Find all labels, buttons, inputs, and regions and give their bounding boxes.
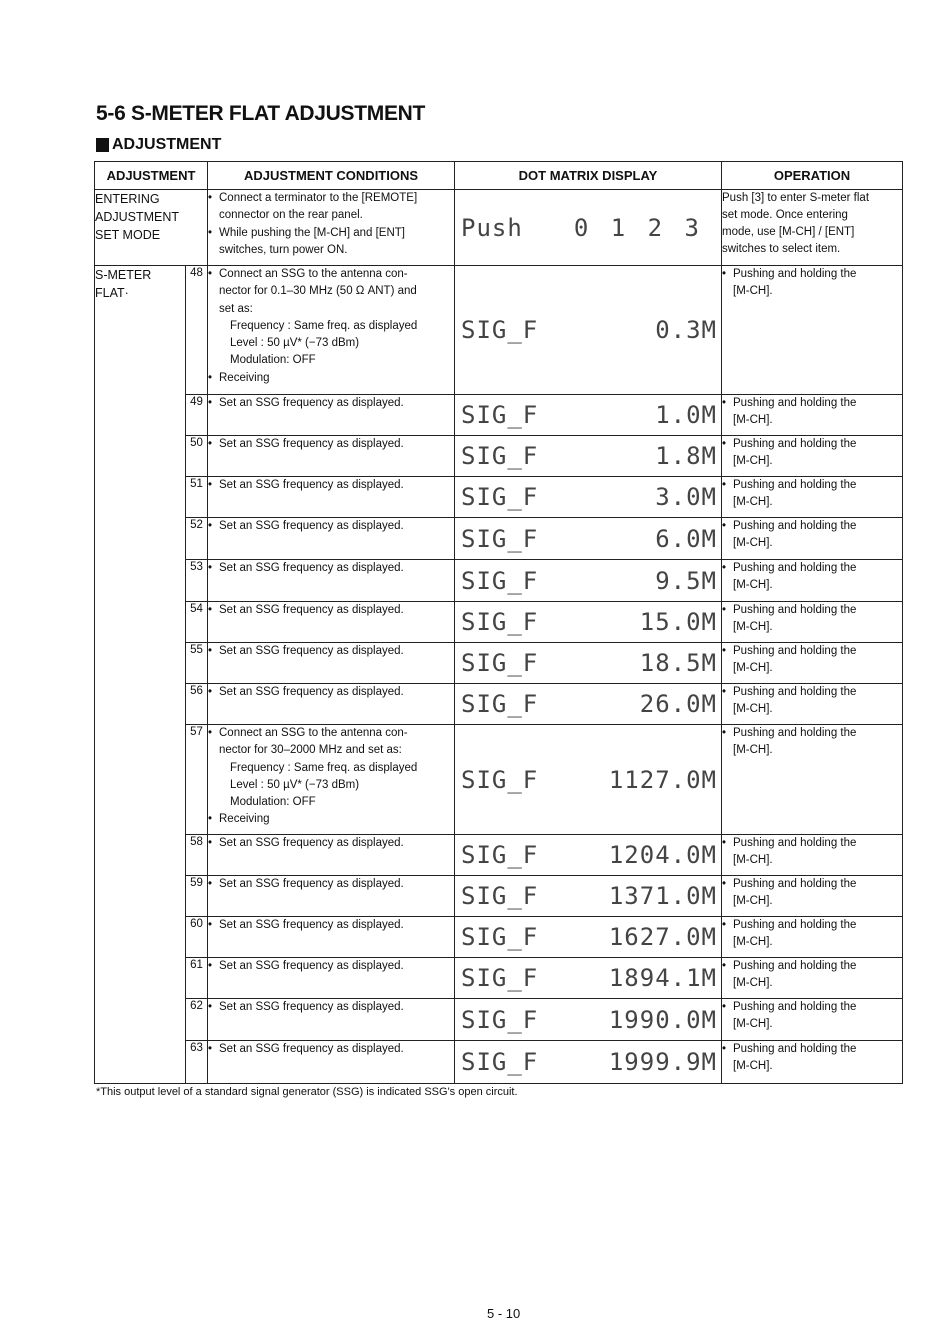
operation-line (722, 266, 902, 283)
operation-text: Pushing and holding the (733, 268, 857, 280)
row-conditions (208, 958, 455, 999)
display-right-text: 26.0M (639, 690, 717, 718)
group-label (95, 266, 186, 1084)
condition-text: Set an SSG frequency as displayed. (219, 604, 404, 616)
condition-text: Connect an SSG to the antenna con- (219, 268, 408, 280)
bullet-icon: • (722, 1001, 727, 1013)
row-conditions (208, 436, 455, 477)
row-operation (722, 436, 903, 477)
display-left-text: SIG_F (461, 765, 539, 794)
condition-line (208, 283, 454, 300)
condition-text: nector for 30–2000 MHz and set as: (219, 744, 402, 757)
condition-line (208, 811, 454, 828)
display-right-text: 1894.1M (608, 964, 717, 992)
condition-line: Level : 50 µV* (−73 dBm) (230, 337, 360, 350)
item-number: 59 (186, 876, 208, 917)
row-operation (722, 725, 903, 835)
condition-line: Frequency : Same freq. as displayed (230, 319, 418, 332)
group-label-line: FLAT· (95, 286, 129, 300)
row-operation (722, 917, 903, 958)
operation-line: [M-CH]. (733, 895, 773, 907)
operation-line (722, 436, 902, 453)
bullet-icon: • (208, 1043, 213, 1055)
row-operation (722, 876, 903, 917)
operation-line: mode, use [M-CH] / [ENT] (722, 226, 855, 238)
operation-text: Pushing and holding the (733, 837, 857, 849)
item-number: 51 (186, 477, 208, 518)
condition-text: connector on the rear panel. (219, 209, 363, 222)
display-left-text: SIG_F (461, 566, 539, 595)
row-display (455, 876, 722, 917)
bullet-spacer (208, 301, 219, 318)
display-left-text: SIG_F (461, 524, 539, 553)
item-number: 60 (186, 917, 208, 958)
operation-line (722, 1041, 902, 1058)
condition-text: Set an SSG frequency as displayed. (219, 960, 404, 972)
condition-text: Set an SSG frequency as displayed. (219, 479, 404, 491)
operation-text: Pushing and holding the (733, 645, 857, 657)
display-left-text: SIG_F (461, 1048, 539, 1076)
display-right-text: 3.0M (655, 483, 717, 511)
row-display (455, 684, 722, 725)
operation-text: Pushing and holding the (733, 520, 857, 532)
condition-text: Set an SSG frequency as displayed. (219, 1043, 404, 1055)
condition-text: Receiving (219, 813, 270, 826)
table-row (95, 876, 903, 917)
row-conditions (208, 876, 455, 917)
operation-line (722, 835, 902, 852)
display-left-text: SIG_F (461, 964, 539, 992)
display-right-text: 1.0M (655, 401, 717, 429)
bullet-icon: • (208, 686, 213, 698)
row-operation (722, 958, 903, 999)
condition-line: Modulation: OFF (230, 354, 316, 367)
bullet-icon: • (208, 645, 213, 657)
row-operation (722, 643, 903, 684)
item-number: 54 (186, 602, 208, 643)
condition-line: Level : 50 µV* (−73 dBm) (230, 778, 360, 791)
entering-label-line: ENTERING (95, 192, 160, 206)
condition-line (208, 301, 454, 318)
display-right-text: 0 1 2 3 (573, 213, 703, 242)
condition-line (208, 999, 454, 1016)
bullet-icon: • (208, 813, 213, 826)
entering-label (95, 190, 208, 266)
item-number: 61 (186, 958, 208, 999)
operation-text: Pushing and holding the (733, 1043, 857, 1055)
display-right-text: 15.0M (639, 608, 717, 636)
table-row (95, 958, 903, 999)
operation-text: Pushing and holding the (733, 919, 857, 931)
entering-label-line: ADJUSTMENT (95, 210, 180, 224)
item-number: 62 (186, 999, 208, 1041)
condition-line (208, 958, 454, 975)
operation-text: Pushing and holding the (733, 1001, 857, 1013)
row-operation (722, 477, 903, 518)
sub-title-text: ADJUSTMENT (112, 136, 222, 153)
section-title: 5-6 S-METER FLAT ADJUSTMENT (96, 102, 426, 125)
operation-line: [M-CH]. (733, 1018, 773, 1030)
operation-line: set mode. Once entering (722, 209, 848, 221)
row-display (455, 602, 722, 643)
row-conditions (208, 999, 455, 1041)
operation-text: Pushing and holding the (733, 878, 857, 890)
row-operation (722, 560, 903, 602)
row-operation (722, 518, 903, 560)
table-header-row (95, 162, 903, 190)
row-display (455, 835, 722, 876)
item-number: 52 (186, 518, 208, 560)
condition-line (208, 835, 454, 852)
row-operation (722, 395, 903, 436)
item-number: 53 (186, 560, 208, 602)
condition-line (208, 477, 454, 494)
header-adjustment: ADJUSTMENT (95, 162, 208, 190)
display-right-text: 1627.0M (608, 923, 717, 951)
row-display (455, 266, 722, 395)
display-right-text: 1990.0M (608, 1005, 717, 1034)
condition-line (208, 742, 454, 759)
table-row (95, 835, 903, 876)
display-right-text: 0.3M (655, 316, 717, 344)
operation-line: [M-CH]. (733, 579, 773, 591)
condition-text: set as: (219, 302, 253, 315)
operation-text: Pushing and holding the (733, 604, 857, 616)
condition-text: Set an SSG frequency as displayed. (219, 878, 404, 890)
condition-line (208, 917, 454, 934)
operation-line: [M-CH]. (733, 703, 773, 715)
square-bullet-icon (96, 138, 109, 152)
display-left-text: SIG_F (461, 882, 539, 910)
table-row (95, 266, 903, 395)
operation-line: [M-CH]. (733, 455, 773, 467)
display-left-text: SIG_F (461, 608, 539, 636)
operation-text: Pushing and holding the (733, 727, 857, 739)
operation-text: Pushing and holding the (733, 960, 857, 972)
row-display (455, 436, 722, 477)
header-operation: OPERATION (722, 162, 903, 190)
condition-line (208, 395, 454, 412)
operation-line (722, 958, 902, 975)
display-right-text: 1999.9M (608, 1048, 717, 1076)
row-conditions (208, 684, 455, 725)
footnote: *This output level of a standard signal generator (SSG) is indicated SSG's open circuit. (96, 1086, 518, 1098)
bullet-icon: • (208, 371, 213, 384)
operation-text: Pushing and holding the (733, 397, 857, 409)
bullet-icon: • (722, 960, 727, 972)
operation-line (722, 876, 902, 893)
bullet-icon: • (208, 837, 213, 849)
condition-text: Receiving (219, 371, 270, 384)
operation-text: Pushing and holding the (733, 438, 857, 450)
bullet-icon: • (722, 1043, 727, 1055)
entering-row (95, 190, 903, 266)
row-conditions (208, 477, 455, 518)
table-row (95, 643, 903, 684)
bullet-spacer (208, 283, 219, 300)
operation-line (722, 518, 902, 535)
condition-text: Set an SSG frequency as displayed. (219, 397, 404, 409)
bullet-icon: • (208, 520, 213, 532)
display-right-text: 6.0M (655, 524, 717, 553)
row-conditions (208, 1041, 455, 1084)
group-label-line: S-METER (95, 268, 152, 282)
header-conditions: ADJUSTMENT CONDITIONS (208, 162, 455, 190)
condition-text: Set an SSG frequency as displayed. (219, 919, 404, 931)
condition-line (208, 643, 454, 660)
operation-line: switches to select item. (722, 243, 841, 255)
display-left-text: SIG_F (461, 316, 539, 344)
condition-line (208, 190, 454, 207)
operation-line: [M-CH]. (733, 414, 773, 426)
item-number: 56 (186, 684, 208, 725)
condition-line (208, 1041, 454, 1058)
bullet-icon: • (722, 645, 727, 657)
table-row (95, 725, 903, 835)
table-row (95, 518, 903, 560)
bullet-icon: • (208, 479, 213, 491)
sub-title (96, 136, 221, 154)
bullet-icon: • (208, 438, 213, 450)
bullet-icon: • (208, 192, 213, 204)
table-row (95, 436, 903, 477)
row-display (455, 725, 722, 835)
operation-text: Pushing and holding the (733, 686, 857, 698)
adjustment-table (94, 161, 903, 1084)
display-right-text: 9.5M (655, 566, 717, 595)
row-operation (722, 999, 903, 1041)
display-right-text: 1204.0M (608, 841, 717, 869)
row-display (455, 518, 722, 560)
display-left-text: SIG_F (461, 401, 539, 429)
bullet-icon: • (722, 397, 727, 409)
display-left-text: SIG_F (461, 442, 539, 470)
table-row (95, 917, 903, 958)
row-conditions (208, 725, 455, 835)
bullet-icon: • (208, 226, 213, 239)
table-row (95, 602, 903, 643)
table-row (95, 560, 903, 602)
condition-text: Set an SSG frequency as displayed. (219, 562, 404, 574)
condition-line (208, 225, 454, 242)
operation-line (722, 684, 902, 701)
operation-line (722, 643, 902, 660)
operation-line: [M-CH]. (733, 854, 773, 866)
condition-line (208, 266, 454, 283)
row-conditions (208, 560, 455, 602)
table-row (95, 395, 903, 436)
row-conditions (208, 395, 455, 436)
condition-text: Set an SSG frequency as displayed. (219, 837, 404, 849)
operation-text: Pushing and holding the (733, 562, 857, 574)
condition-line (208, 876, 454, 893)
row-conditions (208, 518, 455, 560)
row-conditions (208, 835, 455, 876)
bullet-icon: • (722, 438, 727, 450)
condition-line (208, 684, 454, 701)
condition-line (208, 242, 454, 259)
display-left-text: SIG_F (461, 841, 539, 869)
row-display (455, 917, 722, 958)
operation-line: [M-CH]. (733, 621, 773, 633)
operation-line (722, 725, 902, 742)
entering-display (455, 190, 722, 266)
bullet-icon: • (208, 562, 213, 574)
bullet-icon: • (208, 1001, 213, 1013)
bullet-icon: • (208, 397, 213, 409)
operation-line: [M-CH]. (733, 936, 773, 948)
display-left-text: SIG_F (461, 483, 539, 511)
bullet-icon: • (722, 727, 727, 739)
row-operation (722, 1041, 903, 1084)
display-left-text: SIG_F (461, 923, 539, 951)
bullet-icon: • (208, 727, 213, 739)
row-conditions (208, 602, 455, 643)
condition-line: Frequency : Same freq. as displayed (230, 761, 418, 774)
condition-line (208, 207, 454, 224)
operation-line: Push [3] to enter S-meter flat (722, 192, 870, 204)
condition-line (208, 560, 454, 577)
condition-text: Connect a terminator to the [REMOTE] (219, 192, 418, 204)
condition-text: Set an SSG frequency as displayed. (219, 438, 404, 450)
bullet-icon: • (722, 837, 727, 849)
item-number: 57 (186, 725, 208, 835)
row-display (455, 1041, 722, 1084)
header-display: DOT MATRIX DISPLAY (455, 162, 722, 190)
condition-line (208, 436, 454, 453)
display-right-text: 18.5M (639, 649, 717, 677)
condition-text: switches, turn power ON. (219, 243, 348, 256)
condition-line (208, 602, 454, 619)
condition-text: Set an SSG frequency as displayed. (219, 1001, 404, 1013)
item-number: 49 (186, 395, 208, 436)
display-right-text: 1371.0M (608, 882, 717, 910)
row-display (455, 643, 722, 684)
operation-line: [M-CH]. (733, 662, 773, 674)
condition-line (208, 518, 454, 535)
condition-line: Modulation: OFF (230, 796, 316, 809)
page-number: 5 - 10 (487, 1306, 521, 1321)
operation-line: [M-CH]. (733, 285, 773, 297)
table-row (95, 1041, 903, 1084)
operation-line (722, 602, 902, 619)
bullet-icon: • (722, 919, 727, 931)
condition-text: Set an SSG frequency as displayed. (219, 686, 404, 698)
display-left-text: Push (461, 213, 523, 242)
row-display (455, 477, 722, 518)
item-number: 63 (186, 1041, 208, 1084)
operation-line (722, 917, 902, 934)
display-left-text: SIG_F (461, 649, 539, 677)
condition-text: While pushing the [M-CH] and [ENT] (219, 226, 405, 239)
condition-text: nector for 0.1–30 MHz (50 Ω ANT) and (219, 285, 417, 298)
operation-line (722, 395, 902, 412)
operation-line: [M-CH]. (733, 496, 773, 508)
condition-text: Set an SSG frequency as displayed. (219, 520, 404, 532)
display-left-text: SIG_F (461, 690, 539, 718)
condition-line (208, 725, 454, 742)
bullet-icon: • (208, 604, 213, 616)
operation-text: Pushing and holding the (733, 479, 857, 491)
condition-text: Set an SSG frequency as displayed. (219, 645, 404, 657)
item-number: 50 (186, 436, 208, 477)
condition-line (208, 370, 454, 387)
bullet-icon: • (208, 960, 213, 972)
operation-line: [M-CH]. (733, 744, 773, 756)
bullet-spacer (208, 742, 219, 759)
row-conditions (208, 266, 455, 395)
item-number: 48 (186, 266, 208, 395)
entering-operation (722, 190, 903, 266)
bullet-icon: • (722, 520, 727, 532)
row-conditions (208, 643, 455, 684)
operation-line (722, 999, 902, 1016)
bullet-icon: • (722, 479, 727, 491)
bullet-icon: • (722, 562, 727, 574)
operation-line: [M-CH]. (733, 1060, 773, 1072)
row-display (455, 999, 722, 1041)
bullet-icon: • (722, 604, 727, 616)
display-left-text: SIG_F (461, 1005, 539, 1034)
operation-line: [M-CH]. (733, 977, 773, 989)
bullet-icon: • (722, 878, 727, 890)
row-operation (722, 602, 903, 643)
bullet-spacer (208, 207, 219, 224)
operation-line: [M-CH]. (733, 537, 773, 549)
bullet-icon: • (208, 878, 213, 890)
item-number: 55 (186, 643, 208, 684)
row-display (455, 958, 722, 999)
row-conditions (208, 917, 455, 958)
bullet-icon: • (208, 268, 213, 280)
table-row (95, 684, 903, 725)
condition-text: Connect an SSG to the antenna con- (219, 727, 408, 739)
entering-label-line: SET MODE (95, 228, 161, 242)
bullet-icon: • (722, 686, 727, 698)
row-display (455, 395, 722, 436)
table-row (95, 477, 903, 518)
entering-conditions (208, 190, 455, 266)
bullet-spacer (208, 242, 219, 259)
row-operation (722, 835, 903, 876)
bullet-icon: • (722, 268, 727, 280)
row-operation (722, 266, 903, 395)
bullet-icon: • (208, 919, 213, 931)
row-operation (722, 684, 903, 725)
operation-line (722, 560, 902, 577)
row-display (455, 560, 722, 602)
item-number: 58 (186, 835, 208, 876)
operation-line (722, 477, 902, 494)
display-right-text: 1127.0M (608, 765, 717, 794)
table-row (95, 999, 903, 1041)
display-right-text: 1.8M (655, 442, 717, 470)
